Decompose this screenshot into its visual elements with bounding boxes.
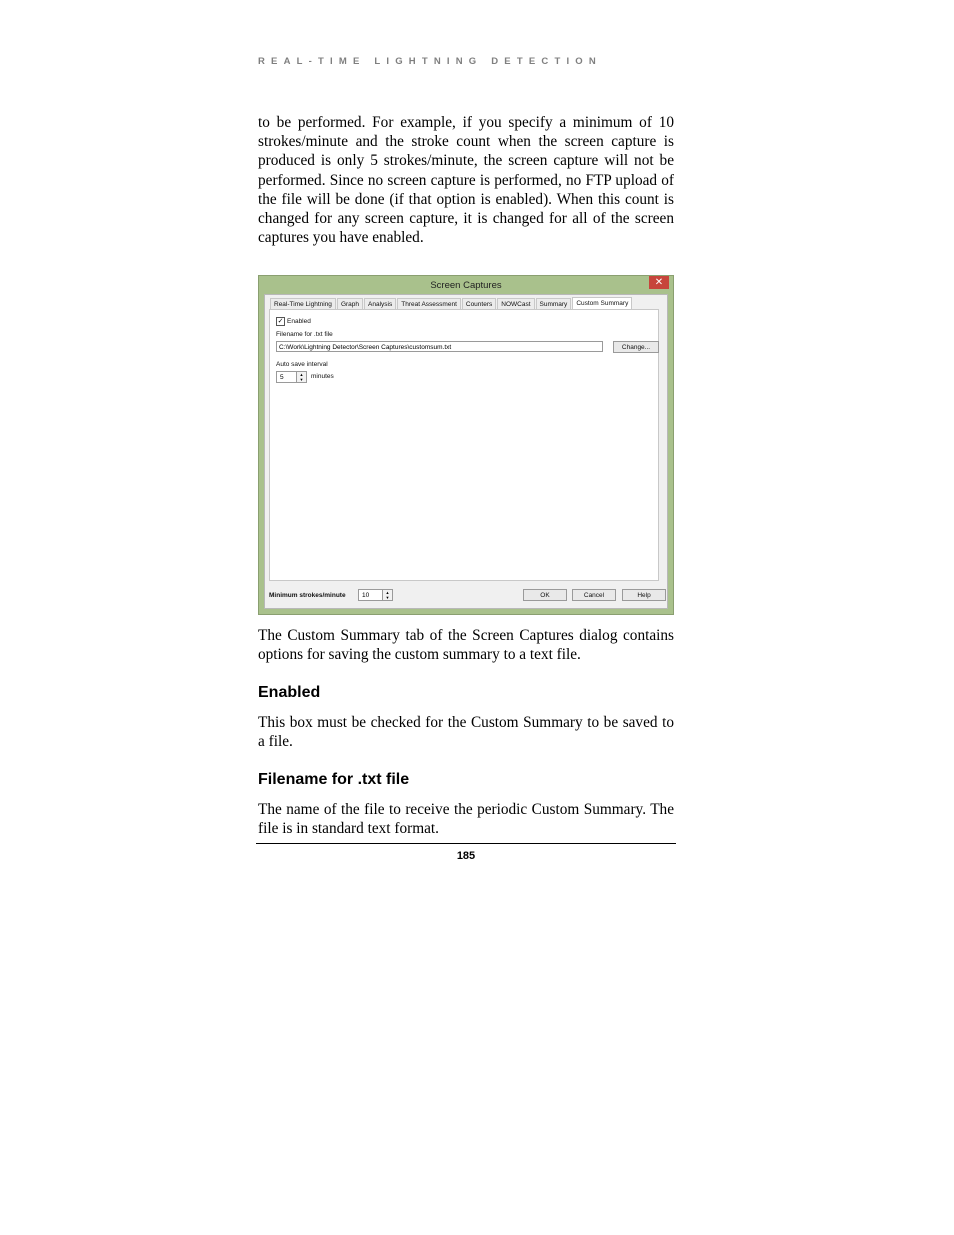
cancel-button[interactable]: Cancel (572, 589, 616, 601)
running-header: REAL-TIME LIGHTNING DETECTION (258, 56, 602, 67)
enabled-label: Enabled (287, 318, 311, 325)
autosave-unit: minutes (311, 373, 334, 380)
spin-arrows-icon[interactable]: ▲ ▼ (382, 590, 392, 600)
custom-summary-panel (269, 309, 659, 581)
min-strokes-label: Minimum strokes/minute (269, 592, 346, 599)
spin-arrows-icon[interactable]: ▲ ▼ (296, 372, 306, 382)
tab-counters[interactable]: Counters (462, 298, 496, 310)
min-strokes-stepper[interactable] (358, 589, 393, 601)
enabled-checkbox[interactable]: ✓ (277, 318, 284, 325)
screen-captures-dialog (258, 275, 674, 615)
figure-caption: The Custom Summary tab of the Screen Captures dialog contains options for saving the custom summary to a text file. (258, 627, 674, 664)
enabled-description: This box must be checked for the Custom Summary to be saved to a file. (258, 714, 674, 751)
filename-description: The name of the file to receive the periodic Custom Summary. The file is in standard text format. (258, 801, 674, 838)
min-strokes-value: 10 (362, 592, 370, 599)
dialog-client-area (264, 294, 668, 609)
body-paragraph: to be performed. For example, if you specify a minimum of 10 strokes/minute and the stroke count when the screen capture is produced is only 5 strokes/minute, the screen capture will not be performed. Since no screen capture is performed, no FTP upload of the file will be done (if that option is enabled). When this count is changed for any screen capture, it is changed for all of the screen captures you have enabled. (258, 114, 674, 247)
autosave-value: 5 (280, 374, 284, 381)
page-number: 185 (456, 850, 476, 862)
change-button[interactable]: Change... (613, 341, 659, 353)
section-heading-filename: Filename for .txt file (258, 771, 410, 788)
autosave-label: Auto save interval (276, 361, 328, 368)
tab-summary[interactable]: Summary (536, 298, 572, 310)
filename-input[interactable]: C:\Work\Lightning Detector\Screen Captures\customsum.txt (276, 341, 603, 352)
footer-rule (256, 843, 676, 844)
tab-custom-summary[interactable]: Custom Summary (572, 297, 632, 311)
section-heading-enabled: Enabled (258, 684, 321, 701)
filename-label: Filename for .txt file (276, 331, 333, 338)
tab-analysis[interactable]: Analysis (364, 298, 396, 310)
tab-real-time-lightning[interactable]: Real-Time Lightning (270, 298, 336, 310)
autosave-stepper[interactable] (276, 371, 307, 383)
tab-nowcast[interactable]: NOWCast (497, 298, 534, 310)
tab-graph[interactable]: Graph (337, 298, 363, 310)
close-icon[interactable]: ✕ (649, 276, 669, 289)
ok-button[interactable]: OK (523, 589, 567, 601)
dialog-title: Screen Captures (430, 280, 502, 291)
tab-threat-assessment[interactable]: Threat Assessment (397, 298, 461, 310)
help-button[interactable]: Help (622, 589, 666, 601)
